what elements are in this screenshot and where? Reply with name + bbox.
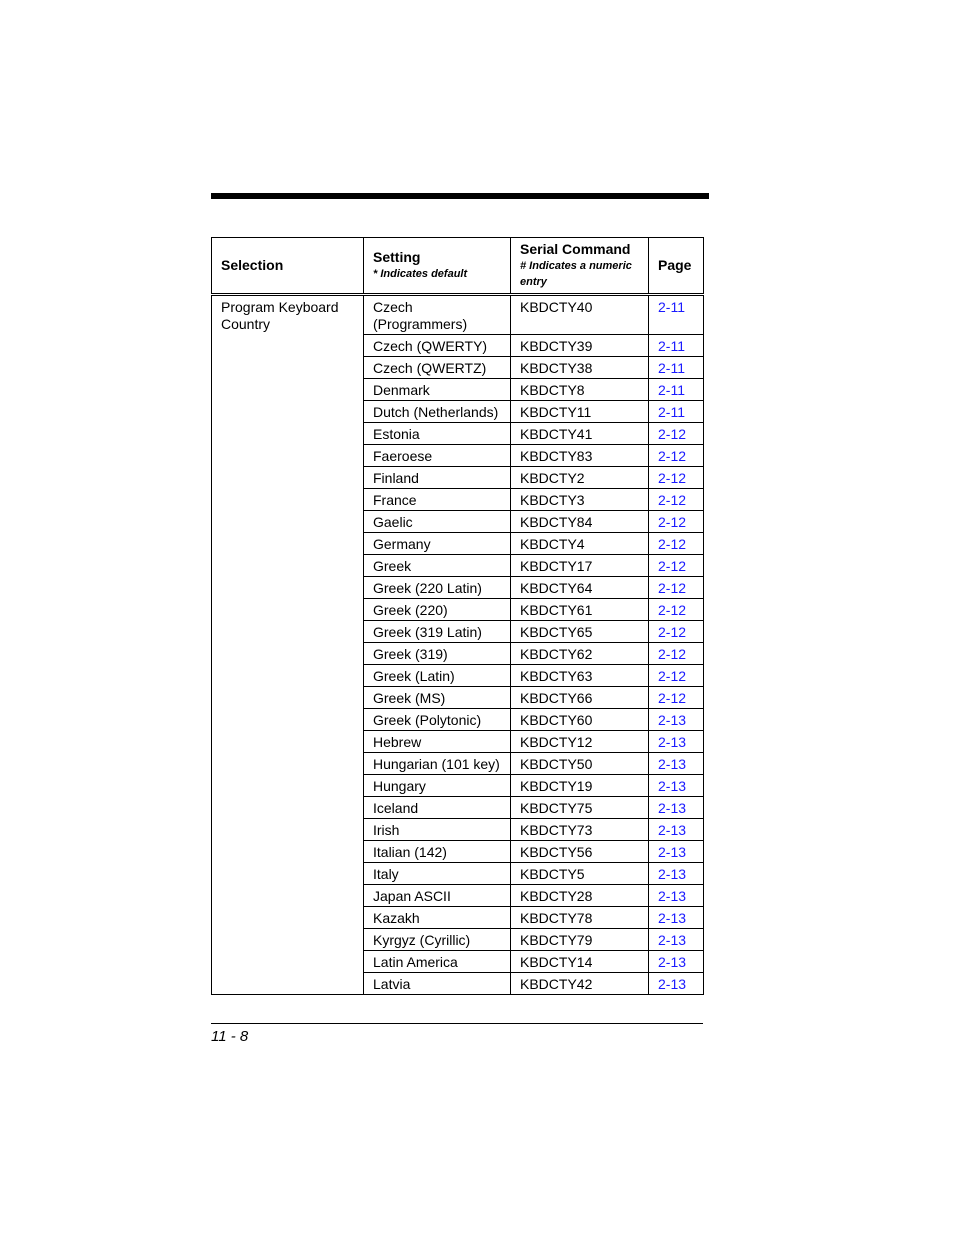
command-cell: KBDCTY2 — [511, 467, 649, 489]
page-cell — [649, 489, 704, 511]
setting-cell: Japan ASCII — [364, 885, 511, 907]
command-cell: KBDCTY19 — [511, 775, 649, 797]
setting-cell: Greek (MS) — [364, 687, 511, 709]
command-cell: KBDCTY41 — [511, 423, 649, 445]
page-cell — [649, 973, 704, 995]
command-cell: KBDCTY5 — [511, 863, 649, 885]
page-cell — [649, 335, 704, 357]
header-serial-command: Serial Command # Indicates a numeric entry — [511, 238, 649, 295]
table-header-row — [212, 238, 704, 295]
command-cell: KBDCTY50 — [511, 753, 649, 775]
command-cell: KBDCTY84 — [511, 511, 649, 533]
command-cell: KBDCTY83 — [511, 445, 649, 467]
page-link[interactable]: 2-11 — [658, 299, 685, 315]
page-cell — [649, 643, 704, 665]
page-cell — [649, 709, 704, 731]
table-row — [212, 295, 704, 335]
setting-cell: Gaelic — [364, 511, 511, 533]
setting-cell: Faeroese — [364, 445, 511, 467]
page-cell — [649, 511, 704, 533]
page-cell — [649, 731, 704, 753]
page-cell — [649, 665, 704, 687]
top-rule — [211, 193, 709, 199]
page-cell — [649, 555, 704, 577]
command-cell: KBDCTY62 — [511, 643, 649, 665]
setting-cell: Czech (QWERTZ) — [364, 357, 511, 379]
setting-cell: Irish — [364, 819, 511, 841]
page-cell — [649, 423, 704, 445]
page-cell — [649, 797, 704, 819]
page-cell — [649, 357, 704, 379]
setting-cell: Latvia — [364, 973, 511, 995]
page-cell — [649, 599, 704, 621]
page-link[interactable]: 2-13 — [658, 800, 687, 816]
command-cell: KBDCTY3 — [511, 489, 649, 511]
page-number: 11 - 8 — [211, 1028, 249, 1045]
command-cell: KBDCTY12 — [511, 731, 649, 753]
page-link[interactable]: 2-12 — [658, 602, 687, 618]
page-cell — [649, 533, 704, 555]
setting-cell: Kazakh — [364, 907, 511, 929]
bottom-rule — [211, 1023, 703, 1024]
command-cell: KBDCTY75 — [511, 797, 649, 819]
command-cell: KBDCTY64 — [511, 577, 649, 599]
table-body — [212, 295, 704, 995]
page-link[interactable]: 2-13 — [658, 932, 687, 948]
command-cell: KBDCTY73 — [511, 819, 649, 841]
page-link[interactable]: 2-11 — [658, 360, 685, 376]
header-page: Page — [649, 238, 704, 295]
selection-cell: Program Keyboard Country — [212, 295, 364, 995]
page-cell — [649, 885, 704, 907]
header-selection: Selection — [212, 238, 364, 295]
setting-cell: Greek (319) — [364, 643, 511, 665]
command-cell: KBDCTY42 — [511, 973, 649, 995]
page-link[interactable]: 2-12 — [658, 646, 687, 662]
command-cell: KBDCTY8 — [511, 379, 649, 401]
header-setting: Setting * Indicates default — [364, 238, 511, 295]
page-link[interactable]: 2-12 — [658, 426, 687, 442]
setting-cell: Greek (220) — [364, 599, 511, 621]
page-link[interactable]: 2-12 — [658, 514, 687, 530]
page-link[interactable]: 2-13 — [658, 866, 687, 882]
setting-cell: Hebrew — [364, 731, 511, 753]
setting-cell: Greek (220 Latin) — [364, 577, 511, 599]
setting-cell: Iceland — [364, 797, 511, 819]
command-cell: KBDCTY79 — [511, 929, 649, 951]
serial-command-table — [211, 237, 704, 995]
page-link[interactable]: 2-13 — [658, 844, 687, 860]
setting-cell: Greek (319 Latin) — [364, 621, 511, 643]
page-cell — [649, 951, 704, 973]
page-cell — [649, 929, 704, 951]
page-link[interactable]: 2-12 — [658, 470, 687, 486]
command-cell: KBDCTY38 — [511, 357, 649, 379]
setting-cell: Hungary — [364, 775, 511, 797]
setting-cell: Greek — [364, 555, 511, 577]
page-cell — [649, 295, 704, 335]
setting-cell: Latin America — [364, 951, 511, 973]
page-link[interactable]: 2-13 — [658, 778, 687, 794]
setting-cell: Italy — [364, 863, 511, 885]
setting-cell: Denmark — [364, 379, 511, 401]
setting-cell: Hungarian (101 key) — [364, 753, 511, 775]
page-cell — [649, 907, 704, 929]
setting-cell: Italian (142) — [364, 841, 511, 863]
page-link[interactable]: 2-12 — [658, 492, 687, 508]
command-cell: KBDCTY28 — [511, 885, 649, 907]
command-cell: KBDCTY14 — [511, 951, 649, 973]
command-cell: KBDCTY66 — [511, 687, 649, 709]
setting-cell: France — [364, 489, 511, 511]
page-link[interactable]: 2-13 — [658, 712, 687, 728]
page-cell — [649, 753, 704, 775]
page-link[interactable]: 2-13 — [658, 822, 687, 838]
command-cell: KBDCTY17 — [511, 555, 649, 577]
setting-cell: Greek (Latin) — [364, 665, 511, 687]
setting-cell: Greek (Polytonic) — [364, 709, 511, 731]
page-link[interactable]: 2-11 — [658, 404, 685, 420]
page-link[interactable]: 2-11 — [658, 382, 685, 398]
command-cell: KBDCTY63 — [511, 665, 649, 687]
command-cell: KBDCTY65 — [511, 621, 649, 643]
page-cell — [649, 379, 704, 401]
page-link[interactable]: 2-12 — [658, 668, 687, 684]
page-cell — [649, 863, 704, 885]
page-link[interactable]: 2-13 — [658, 734, 687, 750]
page-cell — [649, 577, 704, 599]
setting-cell: Finland — [364, 467, 511, 489]
page-cell — [649, 687, 704, 709]
command-cell: KBDCTY40 — [511, 295, 649, 335]
command-cell: KBDCTY56 — [511, 841, 649, 863]
page-link[interactable]: 2-11 — [658, 338, 685, 354]
page-link[interactable]: 2-12 — [658, 448, 687, 464]
page-link[interactable]: 2-12 — [658, 690, 687, 706]
page-cell — [649, 819, 704, 841]
page-link[interactable]: 2-13 — [658, 756, 687, 772]
page-link[interactable]: 2-13 — [658, 888, 687, 904]
page-link[interactable]: 2-12 — [658, 580, 687, 596]
page-link[interactable]: 2-13 — [658, 954, 687, 970]
page-cell — [649, 401, 704, 423]
setting-cell: Dutch (Netherlands) — [364, 401, 511, 423]
header-setting-note: * Indicates default — [373, 268, 468, 280]
page-cell — [649, 445, 704, 467]
command-cell: KBDCTY61 — [511, 599, 649, 621]
page-link[interactable]: 2-13 — [658, 910, 687, 926]
command-cell: KBDCTY39 — [511, 335, 649, 357]
page-link[interactable]: 2-12 — [658, 624, 687, 640]
command-cell: KBDCTY4 — [511, 533, 649, 555]
setting-cell: Kyrgyz (Cyrillic) — [364, 929, 511, 951]
command-cell: KBDCTY11 — [511, 401, 649, 423]
setting-cell: Czech (Programmers) — [364, 295, 511, 335]
setting-cell: Germany — [364, 533, 511, 555]
setting-cell: Estonia — [364, 423, 511, 445]
page-link[interactable]: 2-12 — [658, 558, 687, 574]
command-cell: KBDCTY60 — [511, 709, 649, 731]
header-serial-note: # Indicates a numeric entry — [520, 260, 632, 288]
page-cell — [649, 621, 704, 643]
setting-cell: Czech (QWERTY) — [364, 335, 511, 357]
page-link[interactable]: 2-13 — [658, 976, 687, 992]
page-link[interactable]: 2-12 — [658, 536, 687, 552]
page-cell — [649, 841, 704, 863]
page-cell — [649, 467, 704, 489]
command-cell: KBDCTY78 — [511, 907, 649, 929]
page-cell — [649, 775, 704, 797]
